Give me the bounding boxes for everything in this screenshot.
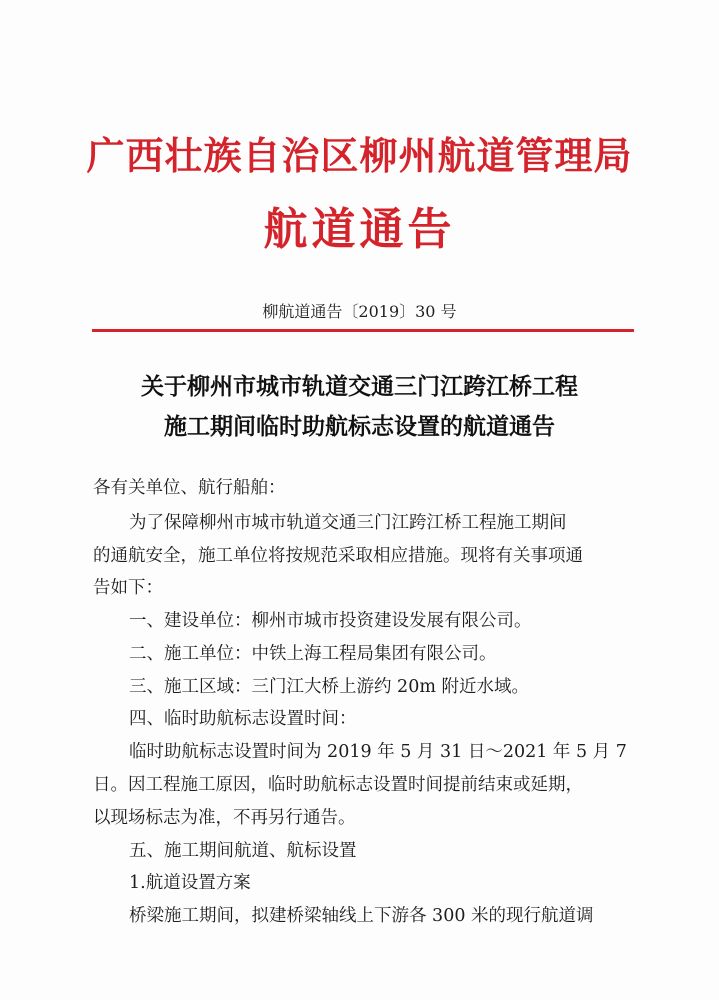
subject-title-line-1: 关于柳州市城市轨道交通三门江跨江桥工程 xyxy=(141,373,578,400)
intro-paragraph-line-3: 告如下： xyxy=(93,578,163,598)
marker-time-line-1: 临时助航标志设置时间为 2019 年 5 月 31 日～2021 年 5 月 7 xyxy=(129,742,627,762)
item-contractor: 二、施工单位：中铁上海工程局集团有限公司。 xyxy=(129,644,497,664)
red-separator-rule xyxy=(92,329,634,332)
marker-time-line-2: 日。因工程施工原因，临时助航标志设置时间提前结束或延期， xyxy=(93,775,583,795)
subject-title-line-2: 施工期间临时助航标志设置的航道通告 xyxy=(164,413,555,440)
document-type-title: 航道通告 xyxy=(263,204,456,255)
item-marker-time-heading: 四、临时助航标志设置时间： xyxy=(129,709,357,729)
item-channel-heading: 五、施工期间航道、航标设置 xyxy=(129,841,357,861)
marker-time-line-3: 以现场标志为准，不再另行通告。 xyxy=(93,808,356,828)
sub-heading-channel-plan: 1.航道设置方案 xyxy=(129,873,251,893)
item-construction-area: 三、施工区域：三门江大桥上游约 20m 附近水域。 xyxy=(129,677,529,697)
channel-plan-line-1: 桥梁施工期间，拟建桥梁轴线上下游各 300 米的现行航道调 xyxy=(129,906,594,926)
document-number: 柳航道通告〔2019〕30 号 xyxy=(262,302,457,321)
item-construction-owner: 一、建设单位：柳州市城市投资建设发展有限公司。 xyxy=(129,611,532,631)
salutation: 各有关单位、航行船舶： xyxy=(93,478,286,498)
intro-paragraph-line-2: 的通航安全，施工单位将按规范采取相应措施。现将有关事项通 xyxy=(93,546,583,566)
issuing-organization-title: 广西壮族自治区柳州航道管理局 xyxy=(86,133,633,178)
intro-paragraph-line-1: 为了保障柳州市城市轨道交通三门江跨江桥工程施工期间 xyxy=(129,513,567,533)
